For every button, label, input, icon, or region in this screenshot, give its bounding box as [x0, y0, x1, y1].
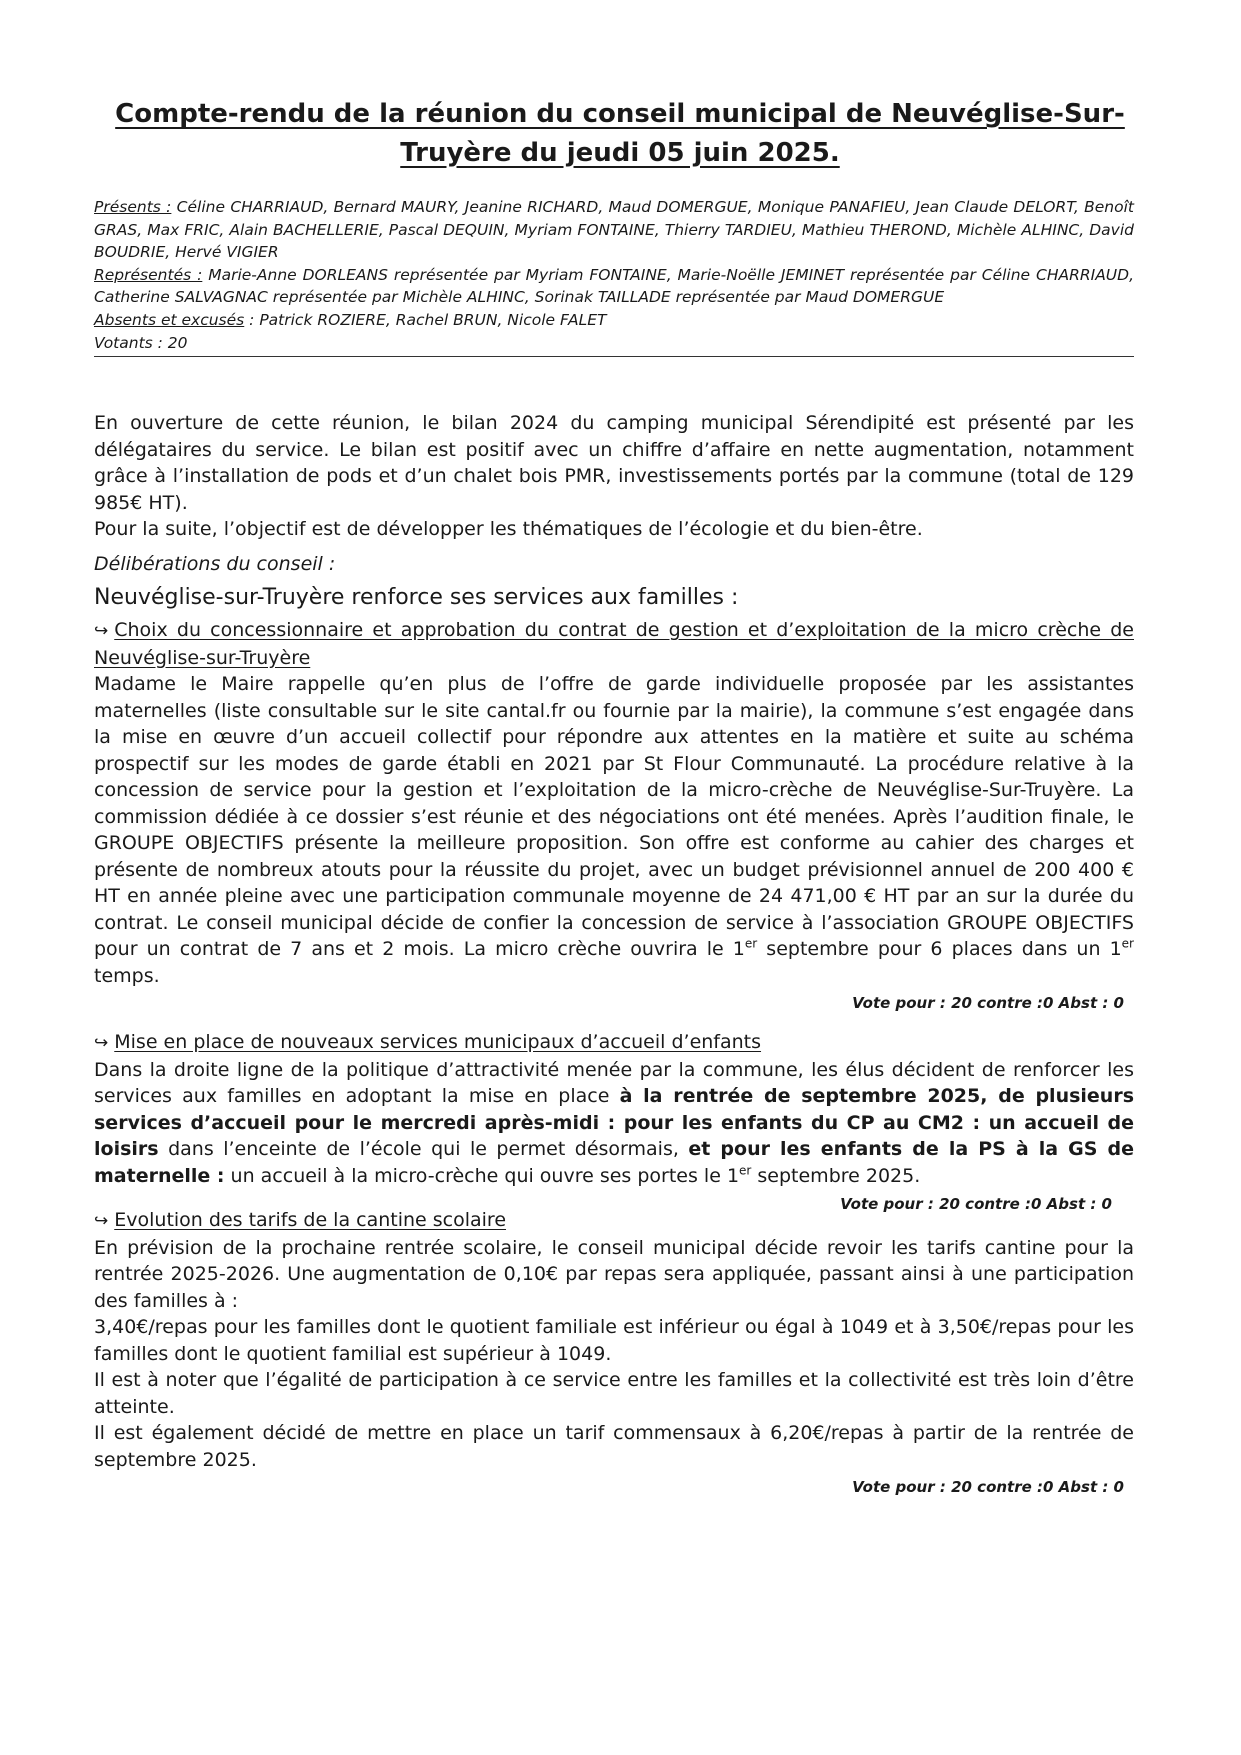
arrow-right-icon: ↪	[94, 621, 109, 641]
title-line-2: Truyère du jeudi 05 juin 2025.	[400, 138, 840, 168]
ordinal-sup: er	[1121, 936, 1134, 951]
intro-paragraph-1: En ouverture de cette réunion, le bilan 2024 du camping municipal Sérendipité est présenté par les délégataires du service. Le bilan est positif avec un chiffre d’affaire en nette augmentation, notamment grâce à l’installation de pods et d’un chalet bois PMR, investissements portés par la commune (total de 129 985€ HT).	[94, 412, 1134, 514]
section-2-text	[94, 1057, 1135, 1213]
deliberations-label: Délibérations du conseil :	[94, 552, 336, 575]
section-3-paragraph-4: Il est également décidé de mettre en place un tarif commensaux à 6,20€/repas à partir de la rentrée de septembre 2025.	[94, 1422, 1134, 1471]
document-body	[94, 410, 1134, 1501]
section-3-paragraph-1: En prévision de la prochaine rentrée scolaire, le conseil municipal décide revoir les tarifs cantine pour la rentrée 2025-2026. Une augmentation de 0,10€ par repas sera appliquée, passant ainsi à une participation des familles à :	[94, 1236, 1134, 1312]
absents-label: Absents et excusés	[94, 310, 245, 329]
arrow-right-icon: ↪	[94, 1211, 109, 1231]
section-2-text-4: septembre 2025.	[751, 1164, 921, 1187]
section-3-paragraph-2: 3,40€/repas pour les familles dont le quotient familiale est inférieur ou égal à 1049 et à 3,50€/repas pour les familles dont le quotient familial est supérieur à 1049.	[94, 1316, 1134, 1365]
section-2-vote: Vote pour : 20 contre :0 Abst : 0	[840, 1195, 1112, 1213]
representes-list: Marie-Anne DORLEANS représentée par Myriam FONTAINE, Marie-Noëlle JEMINET représentée par Céline CHARRIAUD, Catherine SALVAGNAC représentée par Michèle ALHINC, Sorinak TAILLADE représentée par Maud DOMERGUE	[94, 265, 1134, 307]
title-line-1: Compte-rendu de la réunion du conseil municipal de Neuvéglise-Sur-	[115, 99, 1125, 129]
document-title	[85, 95, 1155, 173]
section-2-text-2: dans l’enceinte de l’école qui le permet désormais,	[158, 1138, 689, 1160]
arrow-right-icon: ↪	[94, 1033, 109, 1053]
representes-label: Représentés :	[94, 265, 203, 284]
section-2-text-1: Dans la droite ligne de la politique d’attractivité menée par la commune, les élus décident de renforcer les services aux familles en adoptant la mise en place	[94, 1058, 1134, 1107]
presents-label: Présents :	[94, 198, 172, 216]
section-2-bold-1: à la rentrée de septembre 2025, de plusieurs services d’accueil pour le mercredi après-midi : pour les enfants du CP au CM2 : un accueil de loisirs	[94, 1085, 1135, 1160]
absents-line	[94, 309, 1134, 332]
representes-line	[94, 264, 1134, 309]
votants-line: Votants : 20	[94, 333, 188, 352]
ordinal-sup: er	[744, 936, 758, 951]
section-1-text	[94, 671, 1134, 989]
absents-list: : Patrick ROZIERE, Rachel BRUN, Nicole FALET	[244, 310, 607, 329]
intro-paragraph-2: Pour la suite, l’objectif est de développer les thématiques de l’écologie et du bien-être.	[94, 518, 923, 540]
section-1-heading-text: Choix du concessionnaire et approbation du contrat de gestion et d’exploitation de la micro crèche de Neuvéglise-sur-Truyère	[94, 619, 1134, 669]
section-1-text-mid: septembre pour 6 places dans un 1	[757, 938, 1122, 960]
section-2-heading	[94, 1029, 1134, 1057]
section-1-heading	[94, 617, 1134, 671]
attendance-block	[94, 196, 1134, 357]
section-2-bold-2: et pour les enfants de la PS à la GS de maternelle :	[94, 1138, 1134, 1187]
section-1-text-end: temps.	[94, 964, 160, 987]
section-3-paragraph-3: Il est à noter que l’égalité de participation à ce service entre les familles et la collectivité est très loin d’être atteinte.	[94, 1369, 1134, 1418]
ordinal-sup: er	[739, 1163, 752, 1178]
section-2-heading-text: Mise en place de nouveaux services municipaux d’accueil d’enfants	[114, 1031, 762, 1053]
presents-line	[94, 196, 1134, 264]
section-subtitle: Neuvéglise-sur-Truyère renforce ses services aux familles :	[94, 585, 739, 610]
section-3-heading-text: Evolution des tarifs de la cantine scolaire	[114, 1209, 507, 1231]
section-3-vote: Vote pour : 20 contre :0 Abst : 0	[852, 1478, 1124, 1496]
section-1-text-main: Madame le Maire rappelle qu’en plus de l’offre de garde individuelle proposée par les assistantes maternelles (liste consultable sur le site cantal.fr ou fournie par la mairie), la commune s’est engagée dans la mise en œuvre d’un accueil collectif pour répondre aux attentes en la matière et suite au schéma prospectif sur les modes de garde établi en 2021 par St Flour Communauté. La procédure relative à la concession de service pour la gestion et l’exploitation de la micro-crèche de Neuvéglise-Sur-Truyère. La commission dédiée à ce dossier s’est réunie et des négociations ont été menées. Après l’audition finale, le GROUPE OBJECTIFS présente la meilleure proposition. Son offre est conforme au cahier des charges et présente de nombreux atouts pour la réussite du projet, avec un budget prévisionnel annuel de 200 400 € HT en année pleine avec une participation communale moyenne de 24 471,00 € HT par an sur la durée du contrat. Le conseil municipal décide de confier la concession de service à l’association GROUPE OBJECTIFS pour un contrat de 7 ans et 2 mois. La micro crèche ouvrira le 1	[94, 673, 1134, 960]
presents-list: Céline CHARRIAUD, Bernard MAURY, Jeanine RICHARD, Maud DOMERGUE, Monique PANAFIEU, Jean Claude DELORT, Benoît GRAS, Max FRIC, Alain BACHELLERIE, Pascal DEQUIN, Myriam FONTAINE, Thierry TARDIEU, Mathieu THEROND, Michèle ALHINC, David BOUDRIE, Hervé VIGIER	[94, 198, 1134, 262]
section-1-vote: Vote pour : 20 contre :0 Abst : 0	[852, 994, 1124, 1012]
section-2-text-3: un accueil à la micro-crèche qui ouvre ses portes le 1	[224, 1164, 740, 1187]
